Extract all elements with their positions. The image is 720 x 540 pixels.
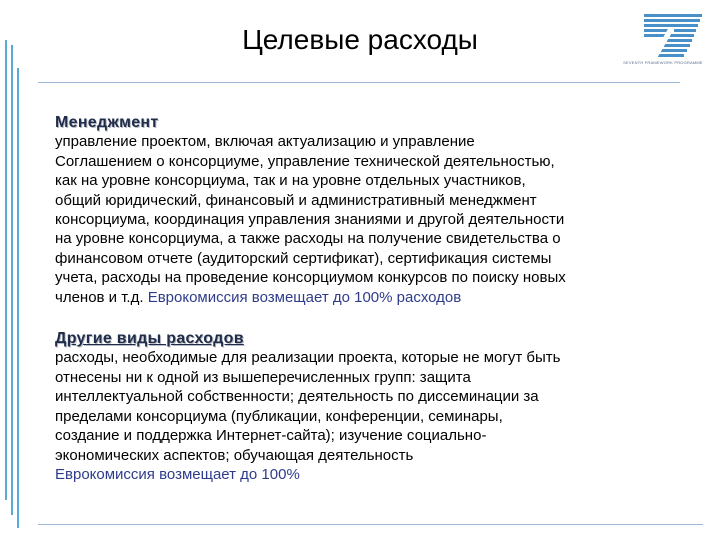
slide-title: Целевые расходы [242, 24, 478, 55]
section-other-costs-text [55, 348, 655, 484]
section-heading-management: Менеджмент [55, 114, 159, 131]
reimbursement-note: Еврокомиссия возмещает до 100% расходов [147, 288, 462, 306]
section-management-text [55, 132, 655, 307]
text-line: учета, расходы на проведение консорциумом конкурсов по поиску новых [55, 269, 566, 287]
text-line: общий юридический, финансовый и административный менеджмент [55, 191, 537, 209]
decor-line-left-3 [17, 68, 19, 528]
text-line: Соглашением о консорциуме, управление технической деятельностью, [55, 152, 555, 170]
text-line: пределами консорциума (публикации, конференции, семинары, [55, 407, 503, 425]
logo-caption: SEVENTH FRAMEWORK PROGRAMME [623, 60, 703, 65]
text-line: управление проектом, включая актуализацию и управление [55, 133, 475, 151]
text-line: создание и поддержка Интернет-сайта); изучение социально- [55, 427, 487, 445]
text-line: как на уровне консорциума, так и на уровне отдельных участников, [55, 172, 526, 190]
text-line: финансовом отчете (аудиторский сертификат), сертификация системы [55, 249, 552, 267]
text-line: консорциума, координация управления знаниями и другой деятельности [55, 211, 565, 229]
text-line: экономических аспектов; обучающая деятельность [55, 446, 414, 464]
reimbursement-note: Еврокомиссия возмещает до 100% [55, 465, 300, 483]
text-line: членов и т.д. [55, 288, 148, 306]
text-line: интеллектуальной собственности; деятельность по диссеминации за [55, 388, 539, 406]
text-line: отнесены ни к одной из вышеперечисленных групп: защита [55, 368, 471, 386]
content-body [55, 113, 655, 484]
text-line: расходы, необходимые для реализации проекта, которые не могут быть [55, 349, 561, 367]
bottom-divider [38, 524, 703, 525]
section-heading-other-costs: Другие виды расходов [55, 330, 244, 348]
title-divider [38, 82, 680, 83]
text-line: на уровне консорциума, а также расходы на получение свидетельства о [55, 230, 561, 248]
decor-line-left-1 [5, 40, 7, 500]
fp7-logo-icon [622, 8, 704, 88]
decor-line-left-2 [11, 45, 13, 515]
